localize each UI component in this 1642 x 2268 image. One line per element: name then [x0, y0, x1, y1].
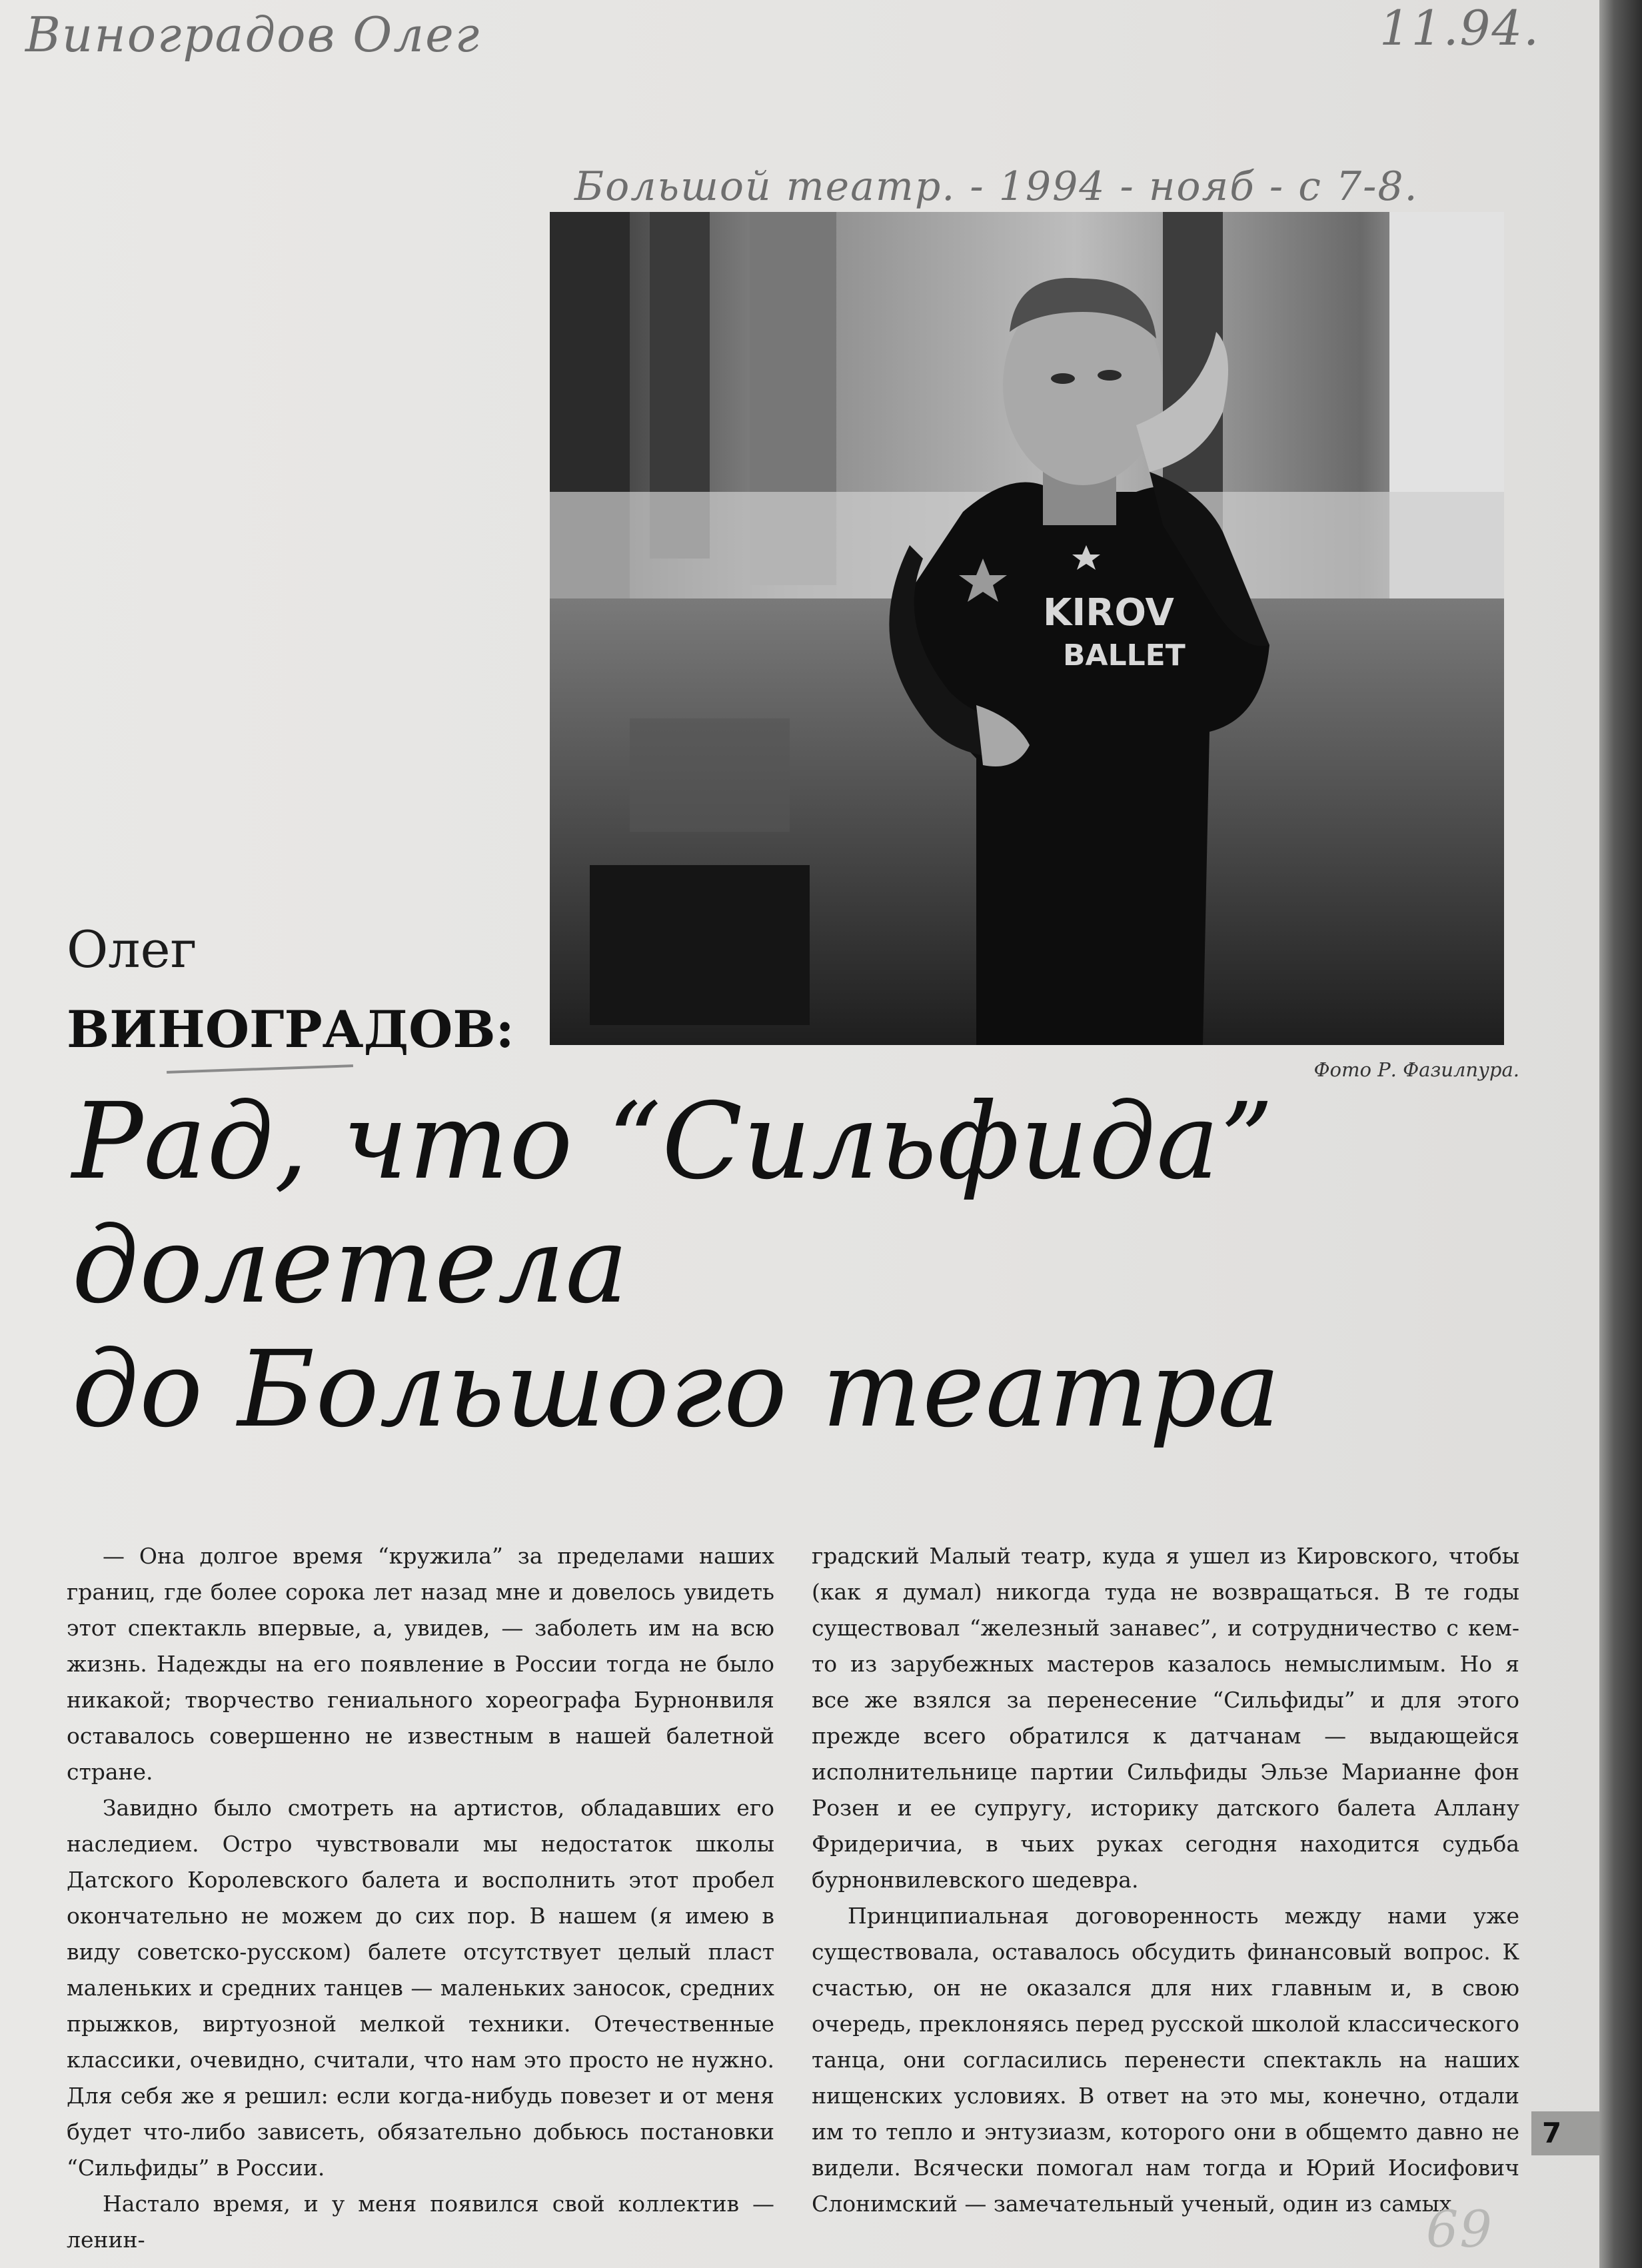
page-edge-shadow — [1599, 0, 1642, 2268]
handwritten-page-mark: 69 — [1426, 2199, 1493, 2259]
handwritten-author-name: Виноградов Олег — [25, 7, 481, 63]
author-first-name: Олег — [67, 920, 197, 979]
paragraph: Настало время, и у меня появился свой коллектив — ленин- — [67, 2191, 774, 2253]
photo-oleg-vinogradov — [550, 212, 1504, 1045]
photo-shirt-text-1: KIROV — [1043, 591, 1174, 634]
handwritten-source-note: Большой театр. - 1994 - нояб - с 7-8. — [574, 163, 1419, 210]
headline-line-3: до Большого театра — [72, 1328, 1281, 1451]
photo-illustration — [550, 212, 1504, 1045]
paragraph: градский Малый театр, куда я ушел из Кировского, чтобы (как я думал) никогда туда не возвращаться. В те годы существовал “железный занавес”, и сотрудничество с кем-то из зарубежных мастеров казалось немыслимым. Но я все же взялся за перенесение “Сильфиды” и для этого прежде всего обратился к датчанам — выдающейся исполнительнице партии Сильфиды Эльзе Марианне фон Розен и ее супругу, историку датского балета Аллану Фридеричиа, в чьих руках сегодня находится судьба бурнонвилевского шедевра. — [812, 1543, 1519, 1893]
headline-line-1: Рад, что “Сильфида” — [72, 1080, 1275, 1203]
paragraph: Завидно было смотреть на артистов, обладавших его наследием. Остро чувствовали мы недостаток школы Датского Королевского балета и восполнить этот пробел окончательно не можем до сих пор. В нашем (я имею в виду советско-русском) балете отсутствует целый пласт маленьких и средних танцев — маленьких заносок, средних прыжков, виртуозной мелкой техники. Отечественные классики, очевидно, считали, что нам это просто не нужно. Для себя же я решил: если когда-нибудь повезет и от меня будет что-либо зависеть, обязательно добьюсь постановки “Сильфиды” в России. — [67, 1795, 774, 2181]
paragraph: Принципиальная договоренность между нами уже существовала, оставалось обсудить финансовый вопрос. К счастью, он не оказался для них главным и, в свою очередь, преклоняясь перед русской школой классического танца, они согласились перенести спектакль на наших нищенских условиях. В ответ на это мы, конечно, отдали им то тепло и энтузиазм, которого они в общемто давно не видели. Всячески помогал нам тогда и Юрий Иосифович Слонимский — замечательный ученый, один из самых — [812, 1903, 1519, 2217]
photo-caption: Фото Р. Фазилпура. — [1313, 1058, 1519, 1081]
paragraph: — Она долгое время “кружила” за пределами наших границ, где более сорока лет назад мне и довелось увидеть этот спектакль впервые, а, увидев, — заболеть им на всю жизнь. Надежды на его появление в России тогда не было никакой; творчество гениального хореографа Бурнонвиля оставалось совершенно не известным в нашей балетной стране. — [67, 1543, 774, 1785]
photo-shirt-text-2: BALLET — [1063, 638, 1186, 672]
headline-line-2: долетела — [72, 1204, 629, 1327]
author-last-name: ВИНОГРАДОВ: — [67, 1000, 514, 1059]
article-column-right — [812, 1538, 1519, 2222]
article-headline — [72, 1080, 1281, 1452]
article-column-left — [67, 1538, 774, 2258]
handwritten-date: 11.94. — [1379, 0, 1541, 56]
page-number: 7 — [1531, 2111, 1599, 2155]
